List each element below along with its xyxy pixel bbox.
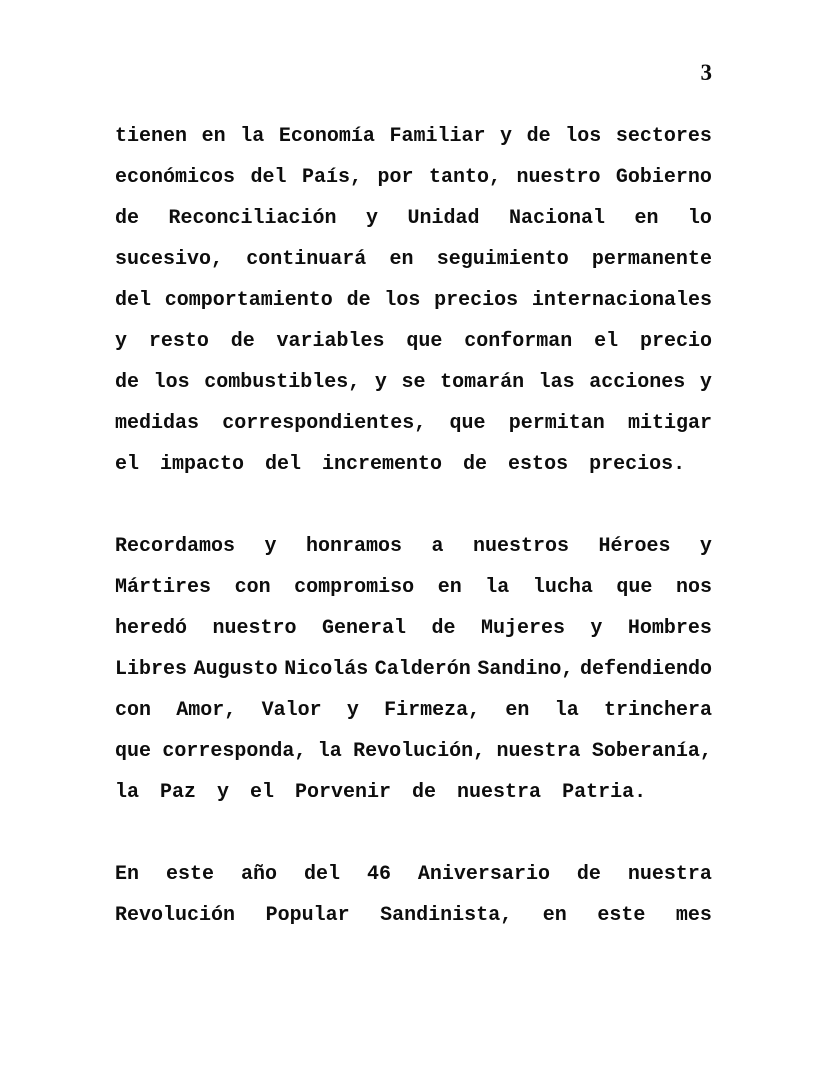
word: la bbox=[317, 740, 342, 763]
word: año bbox=[240, 863, 277, 886]
word: y bbox=[264, 535, 277, 558]
word: Mujeres bbox=[480, 617, 565, 640]
paragraph bbox=[115, 854, 712, 936]
word: sectores bbox=[615, 125, 712, 148]
word: con bbox=[234, 576, 271, 599]
word: a bbox=[431, 535, 444, 558]
word: permitan bbox=[508, 412, 605, 435]
word: heredó bbox=[115, 617, 188, 640]
word: Revolución bbox=[115, 904, 236, 927]
word: que bbox=[616, 576, 653, 599]
word: Calderón bbox=[374, 658, 471, 681]
text-line bbox=[115, 854, 712, 895]
text-line bbox=[115, 116, 712, 157]
word: Hombres bbox=[627, 617, 712, 640]
word: y bbox=[115, 330, 128, 353]
word: Unidad bbox=[407, 207, 480, 230]
word: y bbox=[699, 371, 712, 394]
word: y bbox=[374, 371, 387, 394]
text-line bbox=[115, 526, 712, 567]
word: Héroes bbox=[598, 535, 671, 558]
word: nuestra bbox=[496, 740, 581, 763]
word: de bbox=[115, 207, 140, 230]
word: nos bbox=[675, 576, 712, 599]
word: Revolución, bbox=[353, 740, 486, 763]
word: precios bbox=[434, 289, 519, 312]
word: Reconciliación bbox=[168, 207, 337, 230]
word: compromiso bbox=[294, 576, 415, 599]
word: que bbox=[449, 412, 486, 435]
word: Valor bbox=[261, 699, 322, 722]
text-line bbox=[115, 198, 712, 239]
text-line bbox=[115, 280, 712, 321]
word: conforman bbox=[464, 330, 573, 353]
word: del bbox=[303, 863, 340, 886]
word: correspondientes, bbox=[222, 412, 427, 435]
word: tanto, bbox=[428, 166, 501, 189]
word: variables bbox=[276, 330, 385, 353]
word: de bbox=[346, 289, 371, 312]
word: económicos bbox=[115, 166, 236, 189]
word: en bbox=[505, 699, 530, 722]
word: 46 bbox=[366, 863, 391, 886]
word: en bbox=[437, 576, 462, 599]
word: Sandino, bbox=[477, 658, 574, 681]
word: precio bbox=[639, 330, 712, 353]
word: Sandinista, bbox=[380, 904, 513, 927]
text-line bbox=[115, 649, 712, 690]
word: corresponda, bbox=[162, 740, 307, 763]
word: los bbox=[565, 125, 602, 148]
word: la bbox=[240, 125, 265, 148]
word: nuestro bbox=[212, 617, 297, 640]
word: Recordamos bbox=[115, 535, 236, 558]
word: Economía bbox=[278, 125, 375, 148]
word: tomarán bbox=[440, 371, 525, 394]
text-line: el impacto del incremento de estos precios. bbox=[115, 453, 686, 476]
document-body bbox=[115, 116, 712, 936]
word: Mártires bbox=[115, 576, 212, 599]
word: este bbox=[597, 904, 646, 927]
text-line bbox=[115, 567, 712, 608]
text-line bbox=[115, 362, 712, 403]
page-number: 3 bbox=[700, 60, 712, 85]
word: Gobierno bbox=[615, 166, 712, 189]
word: Nicolás bbox=[284, 658, 369, 681]
word: en bbox=[634, 207, 659, 230]
word: y bbox=[699, 535, 712, 558]
word: nuestro bbox=[516, 166, 601, 189]
word: los bbox=[153, 371, 190, 394]
word: tienen bbox=[115, 125, 188, 148]
word: combustibles, bbox=[204, 371, 361, 394]
word: Soberanía, bbox=[591, 740, 712, 763]
word: sucesivo, bbox=[115, 248, 224, 271]
word: comportamiento bbox=[164, 289, 333, 312]
word: trinchera bbox=[603, 699, 712, 722]
word: Aniversario bbox=[417, 863, 550, 886]
word: el bbox=[594, 330, 619, 353]
word: los bbox=[384, 289, 421, 312]
word: permanente bbox=[591, 248, 712, 271]
word: en bbox=[201, 125, 226, 148]
text-line bbox=[115, 239, 712, 280]
word: del bbox=[115, 289, 152, 312]
text-line bbox=[115, 895, 712, 936]
word: la bbox=[485, 576, 510, 599]
word: las bbox=[538, 371, 575, 394]
word: de bbox=[115, 371, 140, 394]
word: medidas bbox=[115, 412, 200, 435]
word: mes bbox=[675, 904, 712, 927]
word: honramos bbox=[305, 535, 402, 558]
word: lo bbox=[687, 207, 712, 230]
word: En bbox=[115, 863, 140, 886]
word: se bbox=[401, 371, 426, 394]
text-line bbox=[115, 403, 712, 444]
word: en bbox=[389, 248, 414, 271]
word: defendiendo bbox=[579, 658, 712, 681]
text-line bbox=[115, 608, 712, 649]
word: Firmeza, bbox=[384, 699, 481, 722]
word: y bbox=[590, 617, 603, 640]
word: la bbox=[554, 699, 579, 722]
word: País, bbox=[301, 166, 362, 189]
paragraph bbox=[115, 526, 712, 813]
word: de bbox=[230, 330, 255, 353]
text-line bbox=[115, 157, 712, 198]
word: en bbox=[542, 904, 567, 927]
word: Familiar bbox=[389, 125, 486, 148]
word: seguimiento bbox=[436, 248, 569, 271]
word: nuestra bbox=[627, 863, 712, 886]
word: y bbox=[346, 699, 359, 722]
word: acciones bbox=[589, 371, 686, 394]
word: Nacional bbox=[508, 207, 605, 230]
word: de bbox=[576, 863, 601, 886]
word: este bbox=[165, 863, 214, 886]
word: nuestros bbox=[472, 535, 569, 558]
word: Augusto bbox=[193, 658, 278, 681]
word: Libres bbox=[115, 658, 188, 681]
word: General bbox=[321, 617, 406, 640]
word: lucha bbox=[532, 576, 593, 599]
text-line bbox=[115, 321, 712, 362]
word: Amor, bbox=[176, 699, 237, 722]
word: del bbox=[250, 166, 287, 189]
word: internacionales bbox=[531, 289, 712, 312]
word: con bbox=[115, 699, 152, 722]
word: Popular bbox=[265, 904, 350, 927]
paragraph bbox=[115, 116, 712, 485]
word: que bbox=[406, 330, 443, 353]
word: y bbox=[365, 207, 378, 230]
word: y bbox=[500, 125, 513, 148]
word: de bbox=[431, 617, 456, 640]
word: resto bbox=[148, 330, 209, 353]
word: por bbox=[377, 166, 414, 189]
word: que bbox=[115, 740, 152, 763]
word: mitigar bbox=[627, 412, 712, 435]
word: de bbox=[526, 125, 551, 148]
word: continuará bbox=[246, 248, 367, 271]
text-line: la Paz y el Porvenir de nuestra Patria. bbox=[115, 781, 647, 804]
text-line bbox=[115, 731, 712, 772]
text-line bbox=[115, 690, 712, 731]
